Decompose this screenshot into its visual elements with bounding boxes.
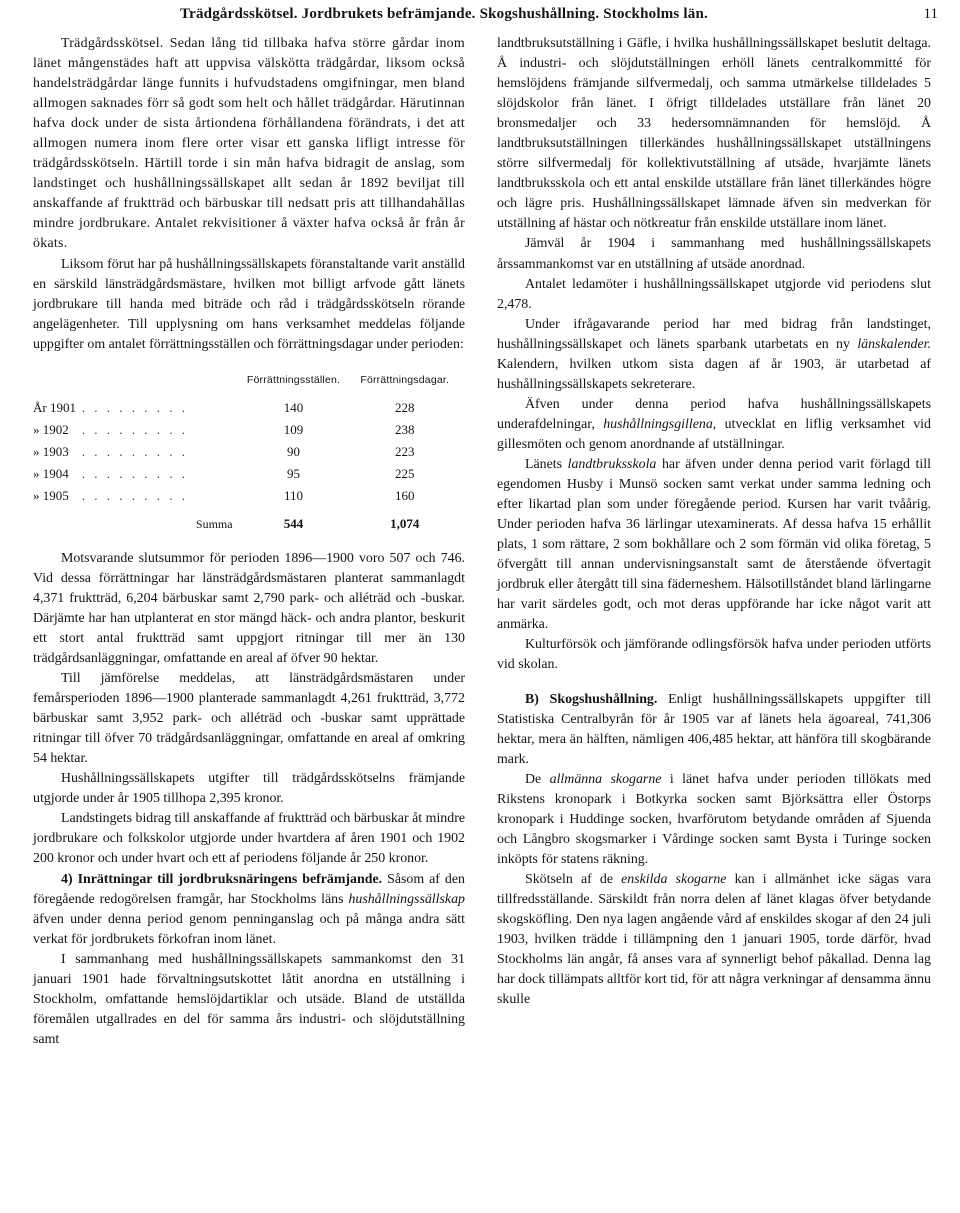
table-cell-stallen: 140 — [283, 399, 304, 415]
column-header-forrattningsdagar: Förrättningsdagar. — [360, 373, 450, 386]
paragraph-inrattningar: 4) Inrättningar till jordbruksnäringens befrämjande. Såsom af den föregående redogörelsen framgår, har Stockholms läns hushållningssällskap äfven under denna period genom penninganslag och på många andra sätt verkat för jordbrukets förkofran inom länet. — [33, 871, 465, 947]
table-sum-row — [33, 507, 463, 535]
table-cell-year: » 1904 — [33, 465, 69, 481]
paragraph-landstingets-bidrag: Landstingets bidrag till anskaffande af fruktträd och bärbuskar åt mindre jordbrukare och folkskolor utgjorde under hvartdera af åren 1901 och 1902 200 kronor och under hvart och ett af periodens följande år 250 kronor. — [33, 811, 465, 867]
table-cell-dagar: 225 — [394, 465, 415, 481]
table-header-row — [33, 369, 463, 397]
paragraph-allmanna-skogar: De allmänna skogarne i länet hafva under perioden tillökats med Rikstens kronopark i Botkyrka socken samt Björksättra eller Östorps kronopark i Huddinge socken, hvarförutom betydande områden af Sjuenda och Långbro skogsmarker i Vårdinge socken samt Bysta i Turinge socken inköpts för statens räkning. — [497, 771, 931, 867]
table-cell-leader: . . . . . . . . . — [81, 399, 188, 415]
table-cell-leader: . . . . . . . . . — [81, 487, 188, 503]
table-cell-year: » 1902 — [33, 421, 69, 437]
table-cell-dagar: 223 — [394, 443, 415, 459]
page-number: 11 — [923, 6, 938, 22]
table-cell-stallen: 90 — [287, 443, 301, 459]
running-header — [30, 6, 942, 28]
column-header-forrattningsstallen: Förrättningsställen. — [246, 373, 341, 386]
table-row — [33, 463, 463, 485]
paragraph-1904: Jämväl år 1904 i sammanhang med hushållningssällskapets årssammankomst var en utställning af utsäde anordnad. — [497, 236, 931, 272]
table-sum-stallen: 544 — [283, 515, 304, 531]
paragraph-utstallning: landtbruksutställning i Gäfle, i hvilka hushållningssällskapet beslutit deltaga. Å industri- och slöjdutställningen erhöll länets centralkommitté för hemslöjdens främjande silfvermedalj, och samma utmärkelse tilldelades 5 slöjdskolor från länet. I öfrigt tilldelades utställare från länet 20 bronsmedaljer och 33 hedersomnämnanden för hemslöjd. Å landtbruksutställningen tillerkändes hushållningssällskapet utställningens större silfvermedalj för kollektivutställning af utsäde, hvarjämte länets landtbruksskola och ett antal enskilde utställare från länet tillerkändes högre och lägre pris. Hushållningssällskapet lämnade äfven sin medverkan för utställning af hästar och nötkreatur från enskilde utställare inom länet. — [497, 36, 931, 232]
running-title: Trädgårdsskötsel. Jordbrukets befrämjande. Skogshushållning. Stockholms län. — [180, 6, 708, 22]
paragraph-lanskalender: Under ifrågavarande period har med bidrag från landstinget, hushållningssällskapet och länets sparbank utarbetats en ny länskalender. Kalendern, hvilken utkom sista dagen af år 1903, är utarbetad af hushållningssällskapets sekreterare. — [497, 316, 931, 392]
paragraph-underafdelningar: Äfven under denna period hafva hushållningssällskapets underafdelningar, hushållningsgillena, utvecklat en liflig verksamhet vid gillesmöten och genom anordnande af utställningar. — [497, 396, 931, 452]
paragraph-sammankomst: I sammanhang med hushållningssällskapets sammankomst den 31 januari 1901 hade förvaltningsutskottet låtit anordna en utställning i Stockholm, omfattande hemslöjdartiklar och utsäde. Bland de utställda föremålen utgallrades en del för samma års industri- och slöjdutställning samt — [33, 951, 465, 1047]
section-heading-skogshushallning: B) Skogshushållning. — [525, 691, 658, 707]
table-cell-year: År 1901 — [33, 399, 76, 415]
paragraph-jamforelse: Till jämförelse meddelas, att länsträdgårdsmästaren under femårsperioden 1896—1900 planterade sammanlagdt 4,261 fruktträd, 3,772 bärbuskar samt 3,952 park- och alléträd och -buskar samt upprättade ritningar till öfver 70 trädgårdsanläggningar, omfattande en areal af omkring 54 hektar. — [33, 671, 465, 767]
table-sum-label: Summa — [195, 516, 233, 531]
right-column — [497, 34, 931, 1010]
paragraph-ledamoter: Antalet ledamöter i hushållningssällskapet utgjorde vid periodens slut 2,478. — [497, 276, 931, 312]
table-cell-stallen: 109 — [283, 421, 304, 437]
forrattningar-table — [33, 369, 463, 535]
table-cell-leader: . . . . . . . . . — [81, 421, 188, 437]
table-row — [33, 397, 463, 419]
table-cell-year: » 1905 — [33, 487, 69, 503]
table-cell-dagar: 160 — [394, 487, 415, 503]
paragraph-kulturforsok: Kulturförsök och jämförande odlingsförsök hafva under perioden utförts vid skolan. — [497, 637, 931, 673]
table-cell-leader: . . . . . . . . . — [81, 465, 188, 481]
table-sum-dagar: 1,074 — [390, 515, 420, 531]
table-cell-stallen: 95 — [287, 465, 301, 481]
paragraph-enskilda-skogar: Skötseln af de enskilda skogarne kan i allmänhet icke sägas vara tillfredsställande. Särskildt från norra delen af länet klagas öfver betydande skogsköfling. Den nya lagen angående vård af enskildes skogar af den 24 juli 1903, hvilken trädde i tillämpning den 1 januari 1905, torde därför, hvad Stockholms län angår, få anses vara af synnerligt behof påkallad. Denna lag har dock tillämpats alltför kort tid, för att några verkningar af densamma ännu skulle — [497, 871, 931, 1008]
table-row — [33, 441, 463, 463]
paragraph-landtbruksskola: Länets landtbruksskola har äfven under denna period varit förlagd till egendomen Husby i Munsö socken samt verkat under samma ledning och efter likartad plan som under föregående period. Kursen har varit tvåårig. Under perioden hafva 36 lärlingar utexaminerats. Af dessa hafva 15 erhållit plats, 1 som rättare, 2 som bokhållare och 2 som förmän vid olika företag, 5 öfvergått till annan undervisningsanstalt samt de återstående öfvertagit jordbruk eller återgått till sina fäderneshem. Hälsotillståndet bland lärlingarne har varit särdeles godt, och mot deras uppförande har icke något varit att anmärka. — [497, 456, 931, 633]
paragraph-tradgardsskotsel: Trädgårdsskötsel. Sedan lång tid tillbaka hafva större gårdar inom länet mångenstädes haft att uppvisa välskötta trädgårdar, liksom också handelsträdgårdar länge funnits i hufvudstadens omgifningar, men bland allmogen saknades förr så godt som helt och hållet trädgårdar. Härutinnan hafva dock under de sista årtiondena förhållandena förändrats, i det att allmogen numera inom flere orter visar ett ganska lifligt intresse för trädgårdsskötseln. Härtill torde i sin mån hafva bidragit de anslag, som landstinget och hushållningssällskapet allt sedan år 1892 beviljat till anskaffande af fruktträd och bärbuskar till nedsatt pris att tillhandahållas mindre jordbrukare. Antalet rekvisitioner å växter hafva också år från år ökats. — [33, 36, 465, 252]
paragraph-slutsummor: Motsvarande slutsummor för perioden 1896—1900 voro 507 och 746. Vid dessa förrättningar har länsträdgårdsmästaren planterat sammanlagdt 4,371 fruktträd, 6,204 bärbuskar samt 2,790 park- och alléträd och -buskar. Därjämte har han utplanterat en stor mängd häck- och andra plantor, beskurit ett stort antal fruktträd samt uppgjort ritningar till mer än 130 trädgårdsanläggningar, omfattande en areal af öfver 90 hektar. — [33, 550, 465, 666]
section-heading-inrattningar: 4) Inrättningar till jordbruksnäringens befrämjande. — [61, 871, 383, 887]
table-cell-leader: . . . . . . . . . — [81, 443, 188, 459]
table-row — [33, 419, 463, 441]
table-row — [33, 485, 463, 507]
table-cell-dagar: 228 — [394, 399, 415, 415]
table-cell-dagar: 238 — [394, 421, 415, 437]
left-column — [33, 34, 465, 1050]
paragraph-utgifter: Hushållningssällskapets utgifter till trädgårdsskötselns främjande utgjorde under år 1905 tillhopa 2,395 kronor. — [33, 771, 465, 807]
table-cell-year: » 1903 — [33, 443, 69, 459]
paragraph-skogshushallning: B) Skogshushållning. Enligt hushållningssällskapets uppgifter till Statistiska Centralbyrån för år 1905 var af länets hela ägoareal, 741,306 hektar, mera än hälften, nämligen 406,485 hektar, att hänföra till skogbärande mark. — [497, 691, 931, 767]
paragraph-lanstradgardsmastare: Liksom förut har på hushållningssällskapets föranstaltande varit anställd en särskild länsträdgårdsmästare, hvilken mot billigt arfvode gått länets jordbrukare till handa med biträde och råd i trädgårdsskötseln rörande angelägenheter. Till upplysning om hans verksamhet meddelas följande uppgifter om antalet förrättningsställen och förrättningsdagar under perioden: — [33, 256, 465, 352]
table-cell-stallen: 110 — [284, 487, 304, 503]
